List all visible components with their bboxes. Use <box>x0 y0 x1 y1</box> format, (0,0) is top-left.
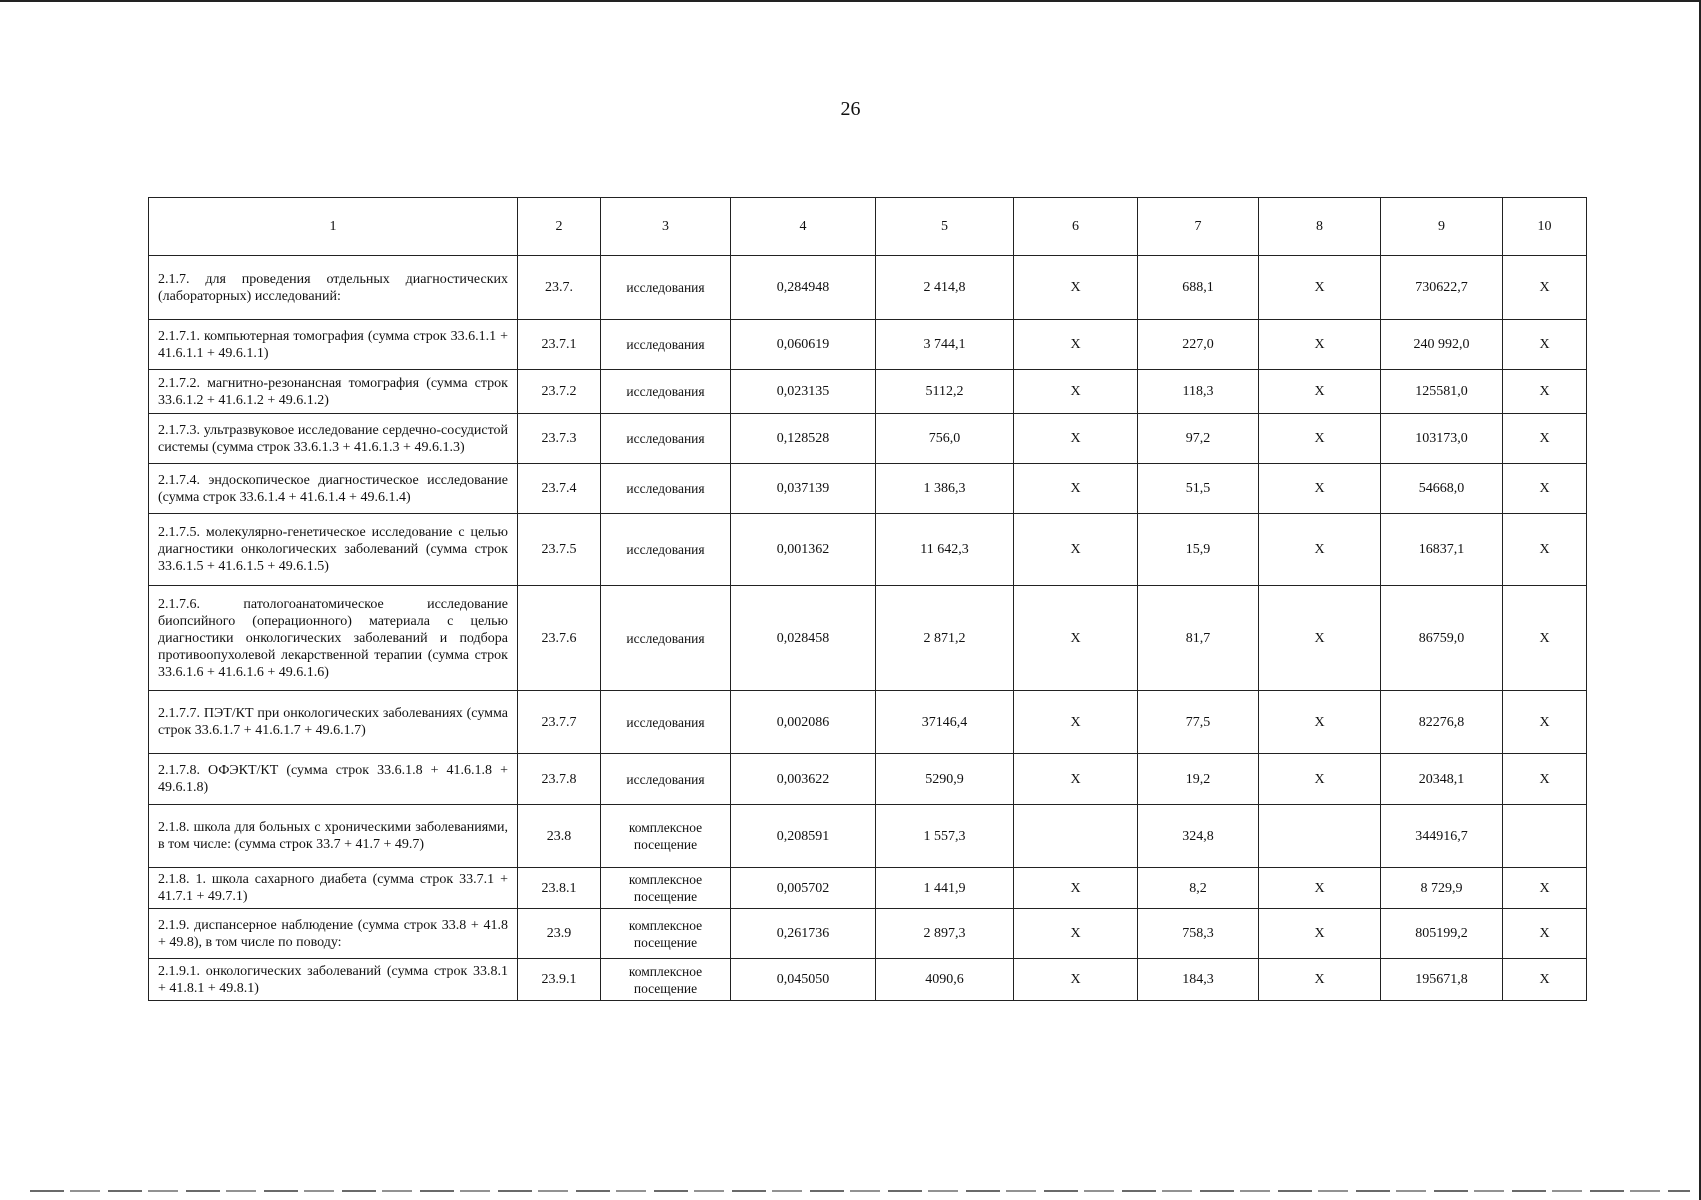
col6-cell: Х <box>1014 320 1138 370</box>
row-unit-cell: исследования <box>601 586 731 691</box>
row-code-cell: 23.8 <box>518 805 601 868</box>
col5-cell: 2 897,3 <box>876 909 1014 959</box>
col7-cell: 77,5 <box>1138 691 1259 754</box>
table-row <box>149 370 1587 414</box>
table-row <box>149 464 1587 514</box>
col4-cell: 0,037139 <box>731 464 876 514</box>
col7-cell: 97,2 <box>1138 414 1259 464</box>
col10-cell: Х <box>1503 514 1587 586</box>
col9-cell: 103173,0 <box>1381 414 1503 464</box>
table-row <box>149 586 1587 691</box>
row-name-cell: 2.1.8. школа для больных с хроническими заболеваниями, в том числе: (сумма строк 33.7 + 41.7 + 49.7) <box>149 805 518 868</box>
row-code-cell: 23.9 <box>518 909 601 959</box>
table-row <box>149 320 1587 370</box>
table-row <box>149 414 1587 464</box>
row-code-cell: 23.7.3 <box>518 414 601 464</box>
col8-cell: Х <box>1259 320 1381 370</box>
col8-cell <box>1259 805 1381 868</box>
col7-cell: 324,8 <box>1138 805 1259 868</box>
col4-cell: 0,060619 <box>731 320 876 370</box>
col5-cell: 756,0 <box>876 414 1014 464</box>
col4-cell: 0,003622 <box>731 754 876 805</box>
col5-cell: 2 871,2 <box>876 586 1014 691</box>
col9-cell: 805199,2 <box>1381 909 1503 959</box>
col10-cell: Х <box>1503 868 1587 909</box>
col6-cell: Х <box>1014 959 1138 1001</box>
col4-cell: 0,045050 <box>731 959 876 1001</box>
col9-cell: 730622,7 <box>1381 256 1503 320</box>
col4-cell: 0,261736 <box>731 909 876 959</box>
col9-cell: 16837,1 <box>1381 514 1503 586</box>
col8-cell: Х <box>1259 370 1381 414</box>
col7-cell: 81,7 <box>1138 586 1259 691</box>
row-unit-cell: комплексное посещение <box>601 868 731 909</box>
table-row <box>149 909 1587 959</box>
row-code-cell: 23.9.1 <box>518 959 601 1001</box>
row-name-cell: 2.1.7.5. молекулярно-генетическое исследование с целью диагностики онкологических заболеваний (сумма строк 33.6.1.5 + 41.6.1.5 + 49.6.1.5) <box>149 514 518 586</box>
row-name-cell: 2.1.7. для проведения отдельных диагностических (лабораторных) исследований: <box>149 256 518 320</box>
row-name-cell: 2.1.7.4. эндоскопическое диагностическое исследование (сумма строк 33.6.1.4 + 41.6.1.4 + 49.6.1.4) <box>149 464 518 514</box>
col6-cell: Х <box>1014 414 1138 464</box>
col7-cell: 15,9 <box>1138 514 1259 586</box>
col7-cell: 8,2 <box>1138 868 1259 909</box>
col8-cell: Х <box>1259 464 1381 514</box>
col8-cell: Х <box>1259 256 1381 320</box>
col6-cell: Х <box>1014 370 1138 414</box>
col9-cell: 195671,8 <box>1381 959 1503 1001</box>
col6-cell: Х <box>1014 868 1138 909</box>
col8-cell: Х <box>1259 909 1381 959</box>
col7-cell: 118,3 <box>1138 370 1259 414</box>
header-cell: 2 <box>518 198 601 256</box>
col9-cell: 54668,0 <box>1381 464 1503 514</box>
row-name-cell: 2.1.7.6. патологоанатомическое исследование биопсийного (операционного) материала с целью диагностики онкологических заболеваний и подбора противоопухолевой лекарственной терапии (сумма строк 33.6.1.6 + 41.6.1.6 + 49.6.1.6) <box>149 586 518 691</box>
col6-cell: Х <box>1014 691 1138 754</box>
col5-cell: 5290,9 <box>876 754 1014 805</box>
col9-cell: 240 992,0 <box>1381 320 1503 370</box>
data-table <box>148 197 1587 1001</box>
scan-edge-line <box>30 1190 1690 1192</box>
row-name-cell: 2.1.7.3. ультразвуковое исследование сердечно-сосудистой системы (сумма строк 33.6.1.3 + 41.6.1.3 + 49.6.1.3) <box>149 414 518 464</box>
col8-cell: Х <box>1259 691 1381 754</box>
col10-cell <box>1503 805 1587 868</box>
col9-cell: 8 729,9 <box>1381 868 1503 909</box>
table-row <box>149 868 1587 909</box>
row-code-cell: 23.7.8 <box>518 754 601 805</box>
col6-cell: Х <box>1014 754 1138 805</box>
col7-cell: 184,3 <box>1138 959 1259 1001</box>
col4-cell: 0,028458 <box>731 586 876 691</box>
row-unit-cell: исследования <box>601 691 731 754</box>
table-row <box>149 805 1587 868</box>
col8-cell: Х <box>1259 414 1381 464</box>
col9-cell: 125581,0 <box>1381 370 1503 414</box>
header-cell: 8 <box>1259 198 1381 256</box>
page-number: 26 <box>840 98 861 120</box>
header-cell: 3 <box>601 198 731 256</box>
row-name-cell: 2.1.7.8. ОФЭКТ/КТ (сумма строк 33.6.1.8 + 41.6.1.8 + 49.6.1.8) <box>149 754 518 805</box>
row-unit-cell: исследования <box>601 256 731 320</box>
row-unit-cell: исследования <box>601 514 731 586</box>
row-unit-cell: комплексное посещение <box>601 805 731 868</box>
col7-cell: 758,3 <box>1138 909 1259 959</box>
col6-cell: Х <box>1014 514 1138 586</box>
col4-cell: 0,023135 <box>731 370 876 414</box>
row-code-cell: 23.7.4 <box>518 464 601 514</box>
col8-cell: Х <box>1259 868 1381 909</box>
col10-cell: Х <box>1503 464 1587 514</box>
col5-cell: 5112,2 <box>876 370 1014 414</box>
row-name-cell: 2.1.7.1. компьютерная томография (сумма строк 33.6.1.1 + 41.6.1.1 + 49.6.1.1) <box>149 320 518 370</box>
col10-cell: Х <box>1503 909 1587 959</box>
col4-cell: 0,128528 <box>731 414 876 464</box>
col5-cell: 2 414,8 <box>876 256 1014 320</box>
col6-cell: Х <box>1014 586 1138 691</box>
col5-cell: 3 744,1 <box>876 320 1014 370</box>
col6-cell: Х <box>1014 256 1138 320</box>
row-code-cell: 23.7.1 <box>518 320 601 370</box>
header-cell: 5 <box>876 198 1014 256</box>
col7-cell: 19,2 <box>1138 754 1259 805</box>
row-code-cell: 23.7.7 <box>518 691 601 754</box>
col5-cell: 1 441,9 <box>876 868 1014 909</box>
col5-cell: 4090,6 <box>876 959 1014 1001</box>
col8-cell: Х <box>1259 586 1381 691</box>
col10-cell: Х <box>1503 320 1587 370</box>
header-cell: 10 <box>1503 198 1587 256</box>
col5-cell: 1 386,3 <box>876 464 1014 514</box>
col9-cell: 82276,8 <box>1381 691 1503 754</box>
col6-cell <box>1014 805 1138 868</box>
col5-cell: 1 557,3 <box>876 805 1014 868</box>
col8-cell: Х <box>1259 754 1381 805</box>
header-cell: 4 <box>731 198 876 256</box>
header-cell: 9 <box>1381 198 1503 256</box>
col5-cell: 37146,4 <box>876 691 1014 754</box>
row-code-cell: 23.7.6 <box>518 586 601 691</box>
col7-cell: 227,0 <box>1138 320 1259 370</box>
col10-cell: Х <box>1503 691 1587 754</box>
row-unit-cell: исследования <box>601 464 731 514</box>
col6-cell: Х <box>1014 464 1138 514</box>
row-name-cell: 2.1.9. диспансерное наблюдение (сумма строк 33.8 + 41.8 + 49.8), в том числе по поводу: <box>149 909 518 959</box>
col4-cell: 0,284948 <box>731 256 876 320</box>
col4-cell: 0,002086 <box>731 691 876 754</box>
col7-cell: 688,1 <box>1138 256 1259 320</box>
col10-cell: Х <box>1503 959 1587 1001</box>
header-cell: 6 <box>1014 198 1138 256</box>
col10-cell: Х <box>1503 256 1587 320</box>
row-name-cell: 2.1.8. 1. школа сахарного диабета (сумма строк 33.7.1 + 41.7.1 + 49.7.1) <box>149 868 518 909</box>
row-name-cell: 2.1.7.7. ПЭТ/КТ при онкологических заболеваниях (сумма строк 33.6.1.7 + 41.6.1.7 + 49.6.1.7) <box>149 691 518 754</box>
col4-cell: 0,208591 <box>731 805 876 868</box>
row-unit-cell: исследования <box>601 320 731 370</box>
col8-cell: Х <box>1259 514 1381 586</box>
col10-cell: Х <box>1503 414 1587 464</box>
header-cell: 7 <box>1138 198 1259 256</box>
row-unit-cell: исследования <box>601 754 731 805</box>
table-row <box>149 691 1587 754</box>
col9-cell: 20348,1 <box>1381 754 1503 805</box>
table-header-row <box>149 198 1587 256</box>
row-unit-cell: комплексное посещение <box>601 909 731 959</box>
row-code-cell: 23.7. <box>518 256 601 320</box>
table-row <box>149 256 1587 320</box>
header-cell: 1 <box>149 198 518 256</box>
col4-cell: 0,005702 <box>731 868 876 909</box>
row-code-cell: 23.8.1 <box>518 868 601 909</box>
col10-cell: Х <box>1503 754 1587 805</box>
row-code-cell: 23.7.2 <box>518 370 601 414</box>
col6-cell: Х <box>1014 909 1138 959</box>
col8-cell: Х <box>1259 959 1381 1001</box>
row-name-cell: 2.1.7.2. магнитно-резонансная томография (сумма строк 33.6.1.2 + 41.6.1.2 + 49.6.1.2) <box>149 370 518 414</box>
col4-cell: 0,001362 <box>731 514 876 586</box>
table-row <box>149 754 1587 805</box>
table-row <box>149 514 1587 586</box>
table-row <box>149 959 1587 1001</box>
row-unit-cell: комплексное посещение <box>601 959 731 1001</box>
col9-cell: 86759,0 <box>1381 586 1503 691</box>
row-name-cell: 2.1.9.1. онкологических заболеваний (сумма строк 33.8.1 + 41.8.1 + 49.8.1) <box>149 959 518 1001</box>
col10-cell: Х <box>1503 370 1587 414</box>
col9-cell: 344916,7 <box>1381 805 1503 868</box>
col7-cell: 51,5 <box>1138 464 1259 514</box>
col10-cell: Х <box>1503 586 1587 691</box>
row-unit-cell: исследования <box>601 370 731 414</box>
row-code-cell: 23.7.5 <box>518 514 601 586</box>
col5-cell: 11 642,3 <box>876 514 1014 586</box>
row-unit-cell: исследования <box>601 414 731 464</box>
